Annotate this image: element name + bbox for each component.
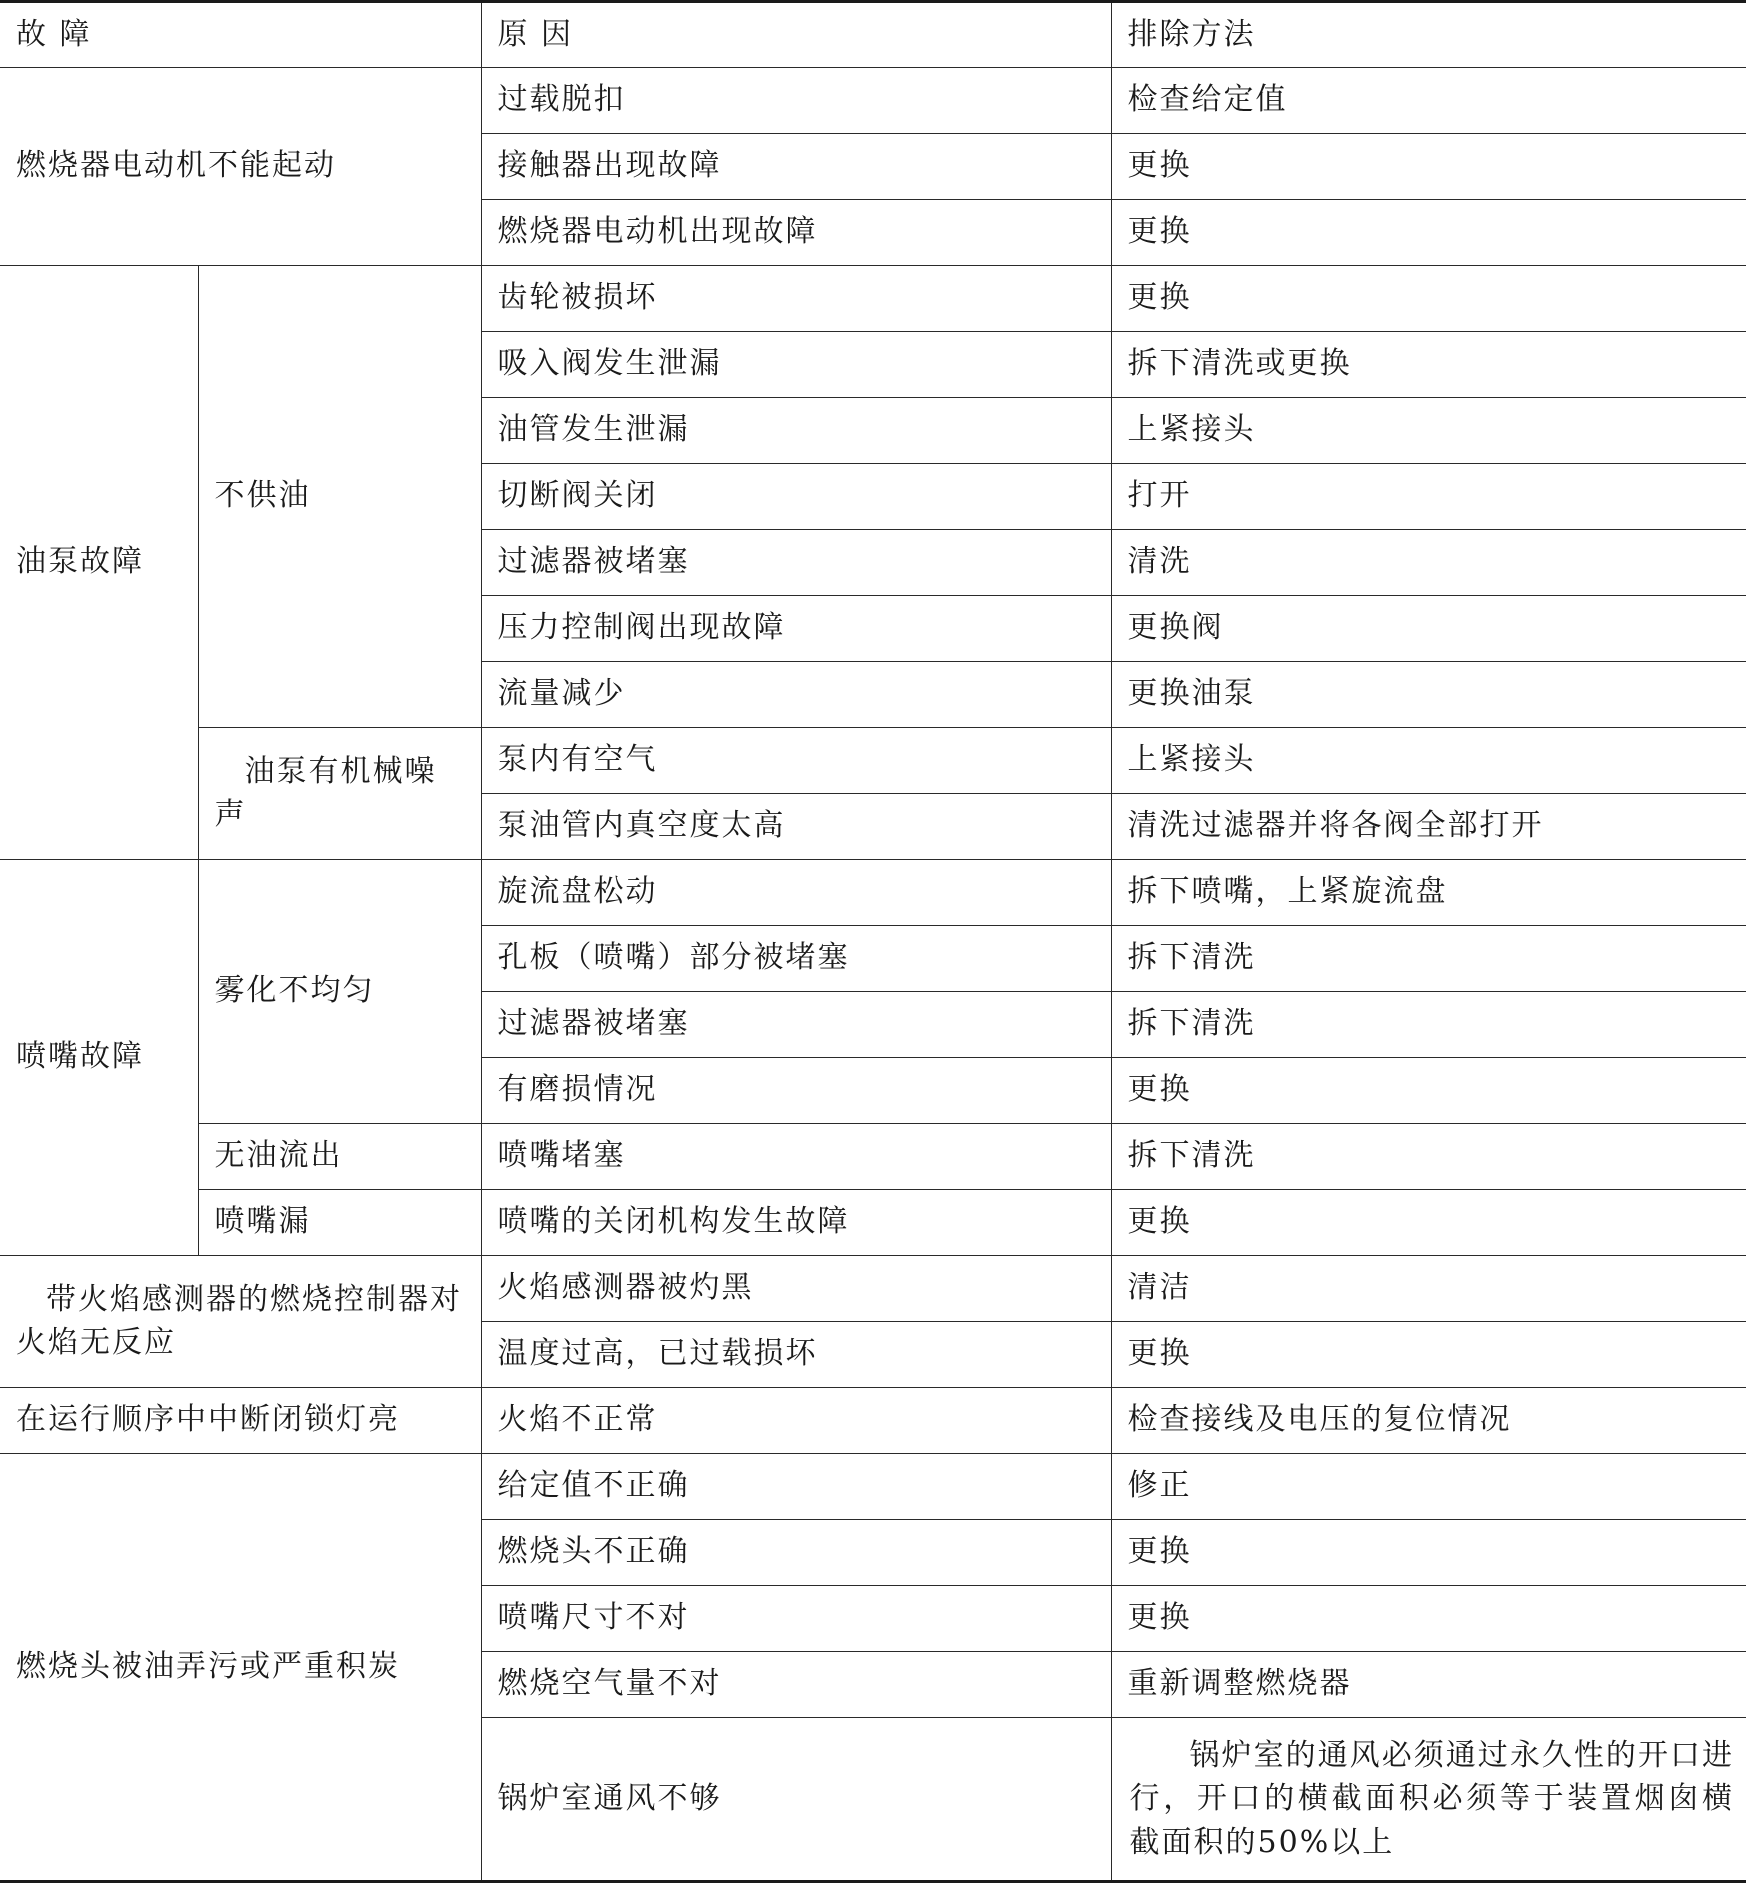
cause-cell: 喷嘴尺寸不对 (481, 1586, 1111, 1652)
cause-cell: 火焰感测器被灼黑 (481, 1256, 1111, 1322)
fix-cell: 检查接线及电压的复位情况 (1111, 1388, 1746, 1454)
fix-cell: 清洁 (1111, 1256, 1746, 1322)
fix-cell: 检查给定值 (1111, 68, 1746, 134)
fault-nozzle-leak: 喷嘴漏 (198, 1190, 481, 1256)
fix-cell: 更换 (1111, 1190, 1746, 1256)
header-cause: 原 因 (481, 2, 1111, 68)
cause-cell: 过滤器被堵塞 (481, 992, 1111, 1058)
cause-cell: 给定值不正确 (481, 1454, 1111, 1520)
cause-cell: 喷嘴的关闭机构发生故障 (481, 1190, 1111, 1256)
fault-flame-sensor-controller: 带火焰感测器的燃烧控制器对火焰无反应 (0, 1256, 481, 1388)
fix-cell: 更换 (1111, 1586, 1746, 1652)
fault-no-oil-flow: 无油流出 (198, 1124, 481, 1190)
fix-cell: 打开 (1111, 464, 1746, 530)
fix-cell: 更换 (1111, 134, 1746, 200)
cause-cell: 泵内有空气 (481, 728, 1111, 794)
fix-cell: 上紧接头 (1111, 728, 1746, 794)
fix-cell: 清洗过滤器并将各阀全部打开 (1111, 794, 1746, 860)
cause-cell: 燃烧空气量不对 (481, 1652, 1111, 1718)
cause-cell: 泵油管内真空度太高 (481, 794, 1111, 860)
header-row (0, 2, 1746, 68)
table-row (0, 1454, 1746, 1520)
cause-cell: 燃烧器电动机出现故障 (481, 200, 1111, 266)
fix-cell: 拆下清洗 (1111, 926, 1746, 992)
cause-cell: 接触器出现故障 (481, 134, 1111, 200)
cause-cell: 燃烧头不正确 (481, 1520, 1111, 1586)
cause-cell: 有磨损情况 (481, 1058, 1111, 1124)
cause-cell: 旋流盘松动 (481, 860, 1111, 926)
table-row (0, 1388, 1746, 1454)
fault-no-oil-supply: 不供油 (198, 266, 481, 728)
fault-lockout-lamp: 在运行顺序中中断闭锁灯亮 (0, 1388, 481, 1454)
table-row (0, 860, 1746, 926)
fix-cell: 拆下喷嘴，上紧旋流盘 (1111, 860, 1746, 926)
fault-pump-mechanical-noise: 油泵有机械噪声 (198, 728, 481, 860)
fix-cell: 更换 (1111, 1520, 1746, 1586)
cause-cell: 孔板（喷嘴）部分被堵塞 (481, 926, 1111, 992)
cause-cell: 过载脱扣 (481, 68, 1111, 134)
cause-cell: 流量减少 (481, 662, 1111, 728)
fault-burner-head-fouled: 燃烧头被油弄污或严重积炭 (0, 1454, 481, 1882)
fix-cell: 修正 (1111, 1454, 1746, 1520)
cause-cell: 切断阀关闭 (481, 464, 1111, 530)
fix-cell: 更换阀 (1111, 596, 1746, 662)
cause-cell: 油管发生泄漏 (481, 398, 1111, 464)
fault-nozzle: 喷嘴故障 (0, 860, 198, 1256)
fix-cell: 上紧接头 (1111, 398, 1746, 464)
header-fault: 故 障 (0, 2, 481, 68)
cause-cell: 压力控制阀出现故障 (481, 596, 1111, 662)
table-row (0, 1124, 1746, 1190)
fix-cell: 更换油泵 (1111, 662, 1746, 728)
table-row (0, 1190, 1746, 1256)
fix-cell: 更换 (1111, 1058, 1746, 1124)
cause-cell: 齿轮被损坏 (481, 266, 1111, 332)
table-row (0, 68, 1746, 134)
table-row (0, 1256, 1746, 1322)
fix-cell: 更换 (1111, 200, 1746, 266)
fix-cell: 清洗 (1111, 530, 1746, 596)
fault-uneven-atomization: 雾化不均匀 (198, 860, 481, 1124)
fix-cell: 拆下清洗 (1111, 1124, 1746, 1190)
table-row (0, 266, 1746, 332)
cause-cell: 喷嘴堵塞 (481, 1124, 1111, 1190)
fix-cell: 锅炉室的通风必须通过永久性的开口进行，开口的横截面积必须等于装置烟囱横截面积的50%以上 (1111, 1718, 1746, 1882)
header-fix: 排除方法 (1111, 2, 1746, 68)
fix-cell: 更换 (1111, 1322, 1746, 1388)
cause-cell: 锅炉室通风不够 (481, 1718, 1111, 1882)
fix-cell: 拆下清洗或更换 (1111, 332, 1746, 398)
fix-cell: 拆下清洗 (1111, 992, 1746, 1058)
cause-cell: 吸入阀发生泄漏 (481, 332, 1111, 398)
fix-cell: 重新调整燃烧器 (1111, 1652, 1746, 1718)
fix-cell: 更换 (1111, 266, 1746, 332)
cause-cell: 过滤器被堵塞 (481, 530, 1111, 596)
cause-cell: 温度过高，已过载损坏 (481, 1322, 1111, 1388)
fault-oil-pump: 油泵故障 (0, 266, 198, 860)
fault-motor-not-start: 燃烧器电动机不能起动 (0, 68, 481, 266)
table-row (0, 728, 1746, 794)
cause-cell: 火焰不正常 (481, 1388, 1111, 1454)
